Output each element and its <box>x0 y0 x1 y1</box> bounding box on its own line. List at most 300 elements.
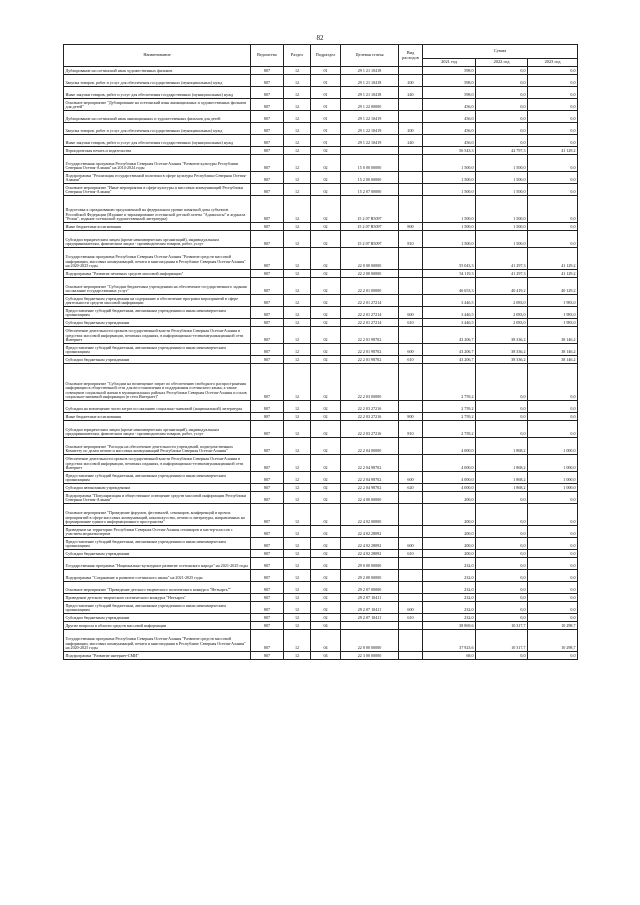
row-name: Субсидии юридическим лицам (кроме некоммерческих организаций), индивидуальным предпринимателям, физическим лицам - производителям товаров, работ, услуг <box>64 231 251 248</box>
row-section: 12 <box>284 356 311 364</box>
row-department: 807 <box>251 614 284 622</box>
row-name: Основное мероприятие "Расходы на обеспечение деятельности учреждений, подведомственных Комитету по делам печати и массовых коммуникаций Республики Северная Осетия-Алания" <box>64 438 251 455</box>
row-section: 12 <box>284 75 311 87</box>
row-expense-type <box>399 504 423 526</box>
row-sum-2023: 41 129,2 <box>528 248 578 270</box>
row-sum-2023: 0,0 <box>528 538 578 550</box>
header-expense-type: Вид расходов <box>399 45 423 67</box>
row-expense-type <box>399 111 423 123</box>
row-sum-2022: 0,0 <box>476 582 528 594</box>
row-sum-2022: 0,0 <box>476 75 528 87</box>
row-subsection: 02 <box>311 278 341 295</box>
row-section: 12 <box>284 484 311 492</box>
row-subsection: 01 <box>311 111 341 123</box>
row-sum-2023: 0,0 <box>528 87 578 99</box>
row-sum-2023: 0,0 <box>528 401 578 413</box>
page-number: 82 <box>316 34 324 42</box>
row-target-article <box>341 147 399 155</box>
row-expense-type: 610 <box>399 550 423 558</box>
row-sum-2021: 37 923,6 <box>423 630 476 652</box>
row-sum-2023: 0,0 <box>528 135 578 147</box>
row-expense-type <box>399 172 423 184</box>
row-sum-2021: 3 446,5 <box>423 307 476 319</box>
row-section: 12 <box>284 319 311 327</box>
row-sum-2021: 456,0 <box>423 111 476 123</box>
row-sum-2022: 0,0 <box>476 401 528 413</box>
row-subsection: 02 <box>311 196 341 223</box>
row-subsection: 02 <box>311 570 341 582</box>
table-row <box>64 248 578 270</box>
table-row <box>64 550 578 558</box>
row-sum-2022: 1 868,2 <box>476 472 528 484</box>
row-target-article: 22 2 01 27214 <box>341 319 399 327</box>
row-sum-2023: 0,0 <box>528 526 578 538</box>
row-target-article: 15 2 00 00000 <box>341 172 399 184</box>
row-expense-type: 200 <box>399 75 423 87</box>
row-subsection: 01 <box>311 75 341 87</box>
row-sum-2022: 0,0 <box>476 614 528 622</box>
table-row <box>64 492 578 504</box>
row-subsection: 02 <box>311 364 341 401</box>
row-expense-type <box>399 455 423 472</box>
row-department: 807 <box>251 438 284 455</box>
row-section: 12 <box>284 327 311 344</box>
row-subsection: 02 <box>311 421 341 438</box>
row-sum-2022: 41 297,3 <box>476 270 528 278</box>
row-target-article: 22 2 01 98702 <box>341 356 399 364</box>
row-section: 12 <box>284 270 311 278</box>
table-row <box>64 67 578 75</box>
row-sum-2022: 38 336,2 <box>476 344 528 356</box>
row-expense-type <box>399 184 423 196</box>
row-name: Субсидии автономным учреждениям <box>64 484 251 492</box>
row-target-article: 29 1 22 10419 <box>341 111 399 123</box>
row-section: 12 <box>284 67 311 75</box>
row-sum-2021: 2 759,2 <box>423 413 476 421</box>
row-sum-2021: 54 119,3 <box>423 270 476 278</box>
row-sum-2021: 3 446,5 <box>423 319 476 327</box>
row-target-article: 29 2 07 10411 <box>341 602 399 614</box>
row-name: Субсидии бюджетным учреждениям <box>64 356 251 364</box>
row-target-article: 22 4 02 28092 <box>341 526 399 538</box>
row-sum-2022: 1 868,2 <box>476 455 528 472</box>
row-section: 12 <box>284 558 311 570</box>
header-year-2022: 2022 год <box>476 59 528 67</box>
row-target-article: 22 2 03 27216 <box>341 413 399 421</box>
row-sum-2023: 0,0 <box>528 364 578 401</box>
row-section: 12 <box>284 248 311 270</box>
row-subsection: 01 <box>311 87 341 99</box>
row-name: Подпрограмма "Реализация государственной политики в сфере культуры Республики Северная Осетия-Алания" <box>64 172 251 184</box>
row-name: Иные бюджетные ассигнования <box>64 223 251 231</box>
row-department: 807 <box>251 248 284 270</box>
row-target-article: 15 2 07 R5097 <box>341 231 399 248</box>
row-target-article: 22 2 01 00000 <box>341 278 399 295</box>
table-row <box>64 614 578 622</box>
row-target-article: 22 0 00 00000 <box>341 248 399 270</box>
row-sum-2023: 0,0 <box>528 172 578 184</box>
row-sum-2021: 232,0 <box>423 570 476 582</box>
row-name: Основное мероприятие "Проведение форумов, фестивалей, семинаров, конференций и прочих мероприятий в сфере массовых коммуникаций, киноискусства, печати и литературы, направленных на формирование единого информационного пространства" <box>64 504 251 526</box>
row-expense-type <box>399 652 423 660</box>
row-section: 12 <box>284 87 311 99</box>
row-sum-2022: 0,0 <box>476 99 528 111</box>
row-name: Подпрограмма "Развитие печатных средств массовой информации" <box>64 270 251 278</box>
row-expense-type <box>399 622 423 630</box>
row-sum-2023: 0,0 <box>528 99 578 111</box>
row-expense-type <box>399 327 423 344</box>
row-sum-2021: 232,0 <box>423 582 476 594</box>
row-department: 807 <box>251 421 284 438</box>
row-sum-2022: 10 317,7 <box>476 622 528 630</box>
table-row <box>64 184 578 196</box>
row-section: 12 <box>284 421 311 438</box>
row-subsection: 02 <box>311 492 341 504</box>
row-name: Проведение на территории Республики Северная Осетия-Алания семинаров и мастер-классов с участием медиаэкспертов <box>64 526 251 538</box>
row-sum-2022: 2 083,0 <box>476 319 528 327</box>
row-section: 12 <box>284 111 311 123</box>
row-section: 12 <box>284 223 311 231</box>
row-sum-2023: 0,0 <box>528 594 578 602</box>
row-section: 12 <box>284 622 311 630</box>
row-expense-type: 600 <box>399 344 423 356</box>
row-name: Основное мероприятие "Субсидии на возмещение затрат по обеспечению свободного распространения информации в общественной сети для восстановления и поддержания осетинского языка, а также освещение социальной жизни в муниципальных районах Республики Северная Осетия-Алания и основ социально-значимой информации (в сети Интернет)" <box>64 364 251 401</box>
row-section: 12 <box>284 364 311 401</box>
row-target-article: 29 1 22 00000 <box>341 99 399 111</box>
header-year-2023: 2023 год <box>528 59 578 67</box>
row-sum-2021: 1 500,0 <box>423 184 476 196</box>
row-department: 807 <box>251 570 284 582</box>
table-row <box>64 344 578 356</box>
row-sum-2023: 0,0 <box>528 155 578 172</box>
table-row <box>64 223 578 231</box>
table-row <box>64 538 578 550</box>
row-sum-2022: 1 868,2 <box>476 438 528 455</box>
row-target-article: 22 2 01 98702 <box>341 344 399 356</box>
row-sum-2023: 1 000,0 <box>528 484 578 492</box>
row-name: Субсидии бюджетным учреждениям <box>64 550 251 558</box>
row-section: 12 <box>284 196 311 223</box>
row-subsection: 02 <box>311 184 341 196</box>
table-row <box>64 147 578 155</box>
row-sum-2021: 4 000,0 <box>423 455 476 472</box>
table-row <box>64 594 578 602</box>
row-subsection: 01 <box>311 67 341 75</box>
row-target-article: 29 1 21 10418 <box>341 87 399 99</box>
row-sum-2022: 41 297,3 <box>476 248 528 270</box>
row-target-article: 22 2 01 27214 <box>341 295 399 307</box>
row-subsection: 02 <box>311 455 341 472</box>
row-sum-2023: 1 983,0 <box>528 307 578 319</box>
row-sum-2023: 38 146,2 <box>528 356 578 364</box>
row-sum-2022: 10 317,7 <box>476 630 528 652</box>
row-name: Другие вопросы в области средств массовой информации <box>64 622 251 630</box>
row-expense-type <box>399 196 423 223</box>
row-target-article: 22 2 00 00000 <box>341 270 399 278</box>
row-name: Дублирование на осетинский язык анимационных и художественных фильмов для детей <box>64 111 251 123</box>
row-section: 12 <box>284 295 311 307</box>
row-name: Предоставление субсидий бюджетным, автономным учреждениям и иным некоммерческим организациям <box>64 602 251 614</box>
row-department: 807 <box>251 622 284 630</box>
row-target-article: 29 2 07 10411 <box>341 594 399 602</box>
row-expense-type: 800 <box>399 413 423 421</box>
row-name: Подготовка к празднованию предложенной на федеральном уровне памятной даты субъектов Российской Федерации (Издание и тиражирование осетинской детской газеты "Адамаласы" и журнала "Розан", издание осетинской художественной литературы) <box>64 196 251 223</box>
header-year-2021: 2021 год <box>423 59 476 67</box>
row-name: Подпрограмма "Сохранение и развитие осетинского языка" на 2021-2025 годы <box>64 570 251 582</box>
row-subsection: 04 <box>311 630 341 652</box>
row-subsection: 02 <box>311 472 341 484</box>
row-sum-2021: 43 206,7 <box>423 356 476 364</box>
row-name: Субсидии на возмещение части затрат по оказанию социально-значимой (национальной) литературы <box>64 401 251 413</box>
row-department: 807 <box>251 123 284 135</box>
row-sum-2023: 0,0 <box>528 111 578 123</box>
row-subsection: 01 <box>311 99 341 111</box>
row-expense-type: 800 <box>399 223 423 231</box>
row-department: 807 <box>251 111 284 123</box>
row-sum-2023: 1 000,0 <box>528 472 578 484</box>
row-sum-2021: 232,0 <box>423 558 476 570</box>
row-target-article: 22 2 01 27214 <box>341 307 399 319</box>
row-expense-type <box>399 438 423 455</box>
row-name: Субсидии бюджетным учреждениям <box>64 614 251 622</box>
row-sum-2022: 1 500,0 <box>476 231 528 248</box>
row-section: 12 <box>284 570 311 582</box>
row-sum-2023: 0,0 <box>528 184 578 196</box>
row-section: 12 <box>284 307 311 319</box>
row-name: Государственная программа "Национально-культурное развитие осетинского народа" на 2021-2025 годы <box>64 558 251 570</box>
row-subsection: 02 <box>311 401 341 413</box>
row-target-article: 29 2 00 00000 <box>341 570 399 582</box>
row-subsection: 02 <box>311 550 341 558</box>
row-subsection: 02 <box>311 344 341 356</box>
row-target-article: 22 0 00 00000 <box>341 630 399 652</box>
row-expense-type <box>399 295 423 307</box>
row-target-article: 29 1 21 10418 <box>341 75 399 87</box>
row-target-article: 22 4 02 28092 <box>341 538 399 550</box>
row-department: 807 <box>251 223 284 231</box>
row-name: Закупка товаров, работ и услуг для обеспечения государственных (муниципальных) нужд <box>64 123 251 135</box>
row-expense-type: 810 <box>399 421 423 438</box>
row-target-article: 29 2 07 10411 <box>341 614 399 622</box>
row-section: 12 <box>284 492 311 504</box>
row-subsection: 02 <box>311 356 341 364</box>
row-subsection: 02 <box>311 307 341 319</box>
row-sum-2021: 200,0 <box>423 504 476 526</box>
row-name: Государственная программа Республики Северная Осетия-Алания "Развитие средств массовой информации, массовых коммуникаций, печати и книгоиздания в Республике Северная Осетия-Алания" на 2020-2025 годы <box>64 630 251 652</box>
row-name: Иные закупки товаров, работ и услуг для обеспечения государственных (муниципальных) нужд <box>64 135 251 147</box>
row-sum-2021: 232,0 <box>423 602 476 614</box>
table-row <box>64 135 578 147</box>
table-row <box>64 307 578 319</box>
row-sum-2021: 456,0 <box>423 135 476 147</box>
row-subsection: 02 <box>311 147 341 155</box>
row-sum-2023: 0,0 <box>528 196 578 223</box>
row-sum-2023: 0,0 <box>528 652 578 660</box>
row-sum-2022: 0,0 <box>476 364 528 401</box>
row-name: Проведение детского творческого поэтического конкурса "Нетъаргъ" <box>64 594 251 602</box>
row-department: 807 <box>251 147 284 155</box>
row-sum-2021: 598,0 <box>423 87 476 99</box>
row-department: 807 <box>251 504 284 526</box>
row-sum-2023: 10 298,7 <box>528 622 578 630</box>
row-sum-2023: 0,0 <box>528 492 578 504</box>
row-section: 12 <box>284 231 311 248</box>
row-name: Субсидии бюджетным учреждениям на содержание и обеспечение программ мероприятий в сфере деятельности средств массовой информации <box>64 295 251 307</box>
row-sum-2023: 0,0 <box>528 504 578 526</box>
row-department: 807 <box>251 344 284 356</box>
row-section: 12 <box>284 504 311 526</box>
row-sum-2021: 232,0 <box>423 614 476 622</box>
row-target-article: 22 2 03 00000 <box>341 364 399 401</box>
row-expense-type: 600 <box>399 472 423 484</box>
row-sum-2022: 0,0 <box>476 558 528 570</box>
table-row <box>64 413 578 421</box>
row-sum-2022: 38 336,2 <box>476 327 528 344</box>
header-subsection: Подраздел <box>311 45 341 67</box>
row-name: Основное мероприятие "Дублирование на осетинский язык анимационных и художественных фильмов для детей" <box>64 99 251 111</box>
table-row <box>64 99 578 111</box>
row-sum-2022: 1 500,0 <box>476 223 528 231</box>
table-row <box>64 87 578 99</box>
row-section: 12 <box>284 438 311 455</box>
row-target-article: 15 2 07 R5097 <box>341 196 399 223</box>
row-expense-type <box>399 526 423 538</box>
row-section: 12 <box>284 278 311 295</box>
row-name: Подпрограмма "Популяризация и общественное освещение средств массовой информации Республики Северная Осетия-Алания" <box>64 492 251 504</box>
table-row <box>64 231 578 248</box>
header-department: Ведомство <box>251 45 284 67</box>
row-department: 807 <box>251 594 284 602</box>
row-subsection: 02 <box>311 295 341 307</box>
row-expense-type: 810 <box>399 231 423 248</box>
row-target-article: 29 1 21 10418 <box>341 67 399 75</box>
row-sum-2022: 0,0 <box>476 570 528 582</box>
row-section: 12 <box>284 472 311 484</box>
row-name: Подпрограмма "Развитие интернет-СМИ" <box>64 652 251 660</box>
row-section: 12 <box>284 401 311 413</box>
row-expense-type <box>399 630 423 652</box>
header-target-article: Целевая статья <box>341 45 399 67</box>
row-sum-2022: 0,0 <box>476 652 528 660</box>
row-sum-2022: 38 336,2 <box>476 356 528 364</box>
row-subsection: 01 <box>311 123 341 135</box>
row-sum-2021: 4 000,0 <box>423 438 476 455</box>
table-row <box>64 319 578 327</box>
table-row <box>64 75 578 87</box>
row-sum-2021: 598,0 <box>423 75 476 87</box>
row-sum-2021: 200,0 <box>423 526 476 538</box>
table-row <box>64 526 578 538</box>
row-sum-2021: 43 206,7 <box>423 344 476 356</box>
row-department: 807 <box>251 87 284 99</box>
table-row <box>64 652 578 660</box>
row-sum-2023: 0,0 <box>528 558 578 570</box>
table-row <box>64 401 578 413</box>
row-sum-2022: 0,0 <box>476 492 528 504</box>
table-row <box>64 295 578 307</box>
row-subsection: 02 <box>311 223 341 231</box>
row-sum-2022: 0,0 <box>476 123 528 135</box>
row-department: 807 <box>251 413 284 421</box>
row-subsection: 02 <box>311 155 341 172</box>
row-sum-2021: 1 500,0 <box>423 223 476 231</box>
header-sum: Сумма <box>423 45 578 59</box>
table-row <box>64 356 578 364</box>
row-sum-2021: 2 759,2 <box>423 421 476 438</box>
row-department: 807 <box>251 472 284 484</box>
table-row <box>64 196 578 223</box>
row-sum-2023: 0,0 <box>528 614 578 622</box>
table-row <box>64 558 578 570</box>
budget-table <box>63 44 578 660</box>
table-row <box>64 172 578 184</box>
row-section: 12 <box>284 147 311 155</box>
row-department: 807 <box>251 602 284 614</box>
table-row <box>64 111 578 123</box>
row-expense-type <box>399 248 423 270</box>
row-target-article: 22 4 00 00000 <box>341 492 399 504</box>
row-target-article: 22 4 02 00000 <box>341 504 399 526</box>
row-department: 807 <box>251 364 284 401</box>
row-sum-2022: 0,0 <box>476 550 528 558</box>
row-section: 12 <box>284 99 311 111</box>
row-sum-2022: 1 500,0 <box>476 172 528 184</box>
row-expense-type: 600 <box>399 307 423 319</box>
row-sum-2023: 38 146,2 <box>528 327 578 344</box>
table-row <box>64 630 578 652</box>
row-sum-2021: 68,0 <box>423 652 476 660</box>
row-sum-2022: 1 500,0 <box>476 155 528 172</box>
table-body <box>64 67 578 660</box>
row-department: 807 <box>251 307 284 319</box>
row-subsection: 02 <box>311 504 341 526</box>
row-section: 12 <box>284 123 311 135</box>
row-sum-2023: 0,0 <box>528 421 578 438</box>
row-subsection: 04 <box>311 622 341 630</box>
row-name: Основное мероприятие "Субсидии бюджетным учреждениям на обеспечение государственного задания на оказание государственных услуг" <box>64 278 251 295</box>
table-row <box>64 570 578 582</box>
row-section: 12 <box>284 526 311 538</box>
row-sum-2022: 42 797,3 <box>476 147 528 155</box>
row-sum-2022: 0,0 <box>476 421 528 438</box>
row-target-article: 29 1 22 10419 <box>341 123 399 135</box>
row-sum-2023: 0,0 <box>528 582 578 594</box>
row-sum-2021: 2 759,2 <box>423 364 476 401</box>
table-row <box>64 364 578 401</box>
row-expense-type: 610 <box>399 319 423 327</box>
row-subsection: 02 <box>311 614 341 622</box>
table-row <box>64 278 578 295</box>
row-expense-type <box>399 401 423 413</box>
row-sum-2021: 56 543,3 <box>423 147 476 155</box>
row-section: 12 <box>284 413 311 421</box>
row-sum-2023: 0,0 <box>528 123 578 135</box>
row-sum-2023: 1 000,0 <box>528 438 578 455</box>
row-sum-2022: 0,0 <box>476 111 528 123</box>
table-row <box>64 438 578 455</box>
row-sum-2021: 456,0 <box>423 123 476 135</box>
row-expense-type: 620 <box>399 484 423 492</box>
row-sum-2021: 456,0 <box>423 99 476 111</box>
row-subsection: 02 <box>311 484 341 492</box>
row-target-article: 15 0 00 00000 <box>341 155 399 172</box>
row-section: 12 <box>284 652 311 660</box>
row-sum-2021: 3 446,5 <box>423 295 476 307</box>
row-sum-2021: 46 653,3 <box>423 278 476 295</box>
row-sum-2021: 598,0 <box>423 67 476 75</box>
row-sum-2023: 0,0 <box>528 550 578 558</box>
row-department: 807 <box>251 558 284 570</box>
